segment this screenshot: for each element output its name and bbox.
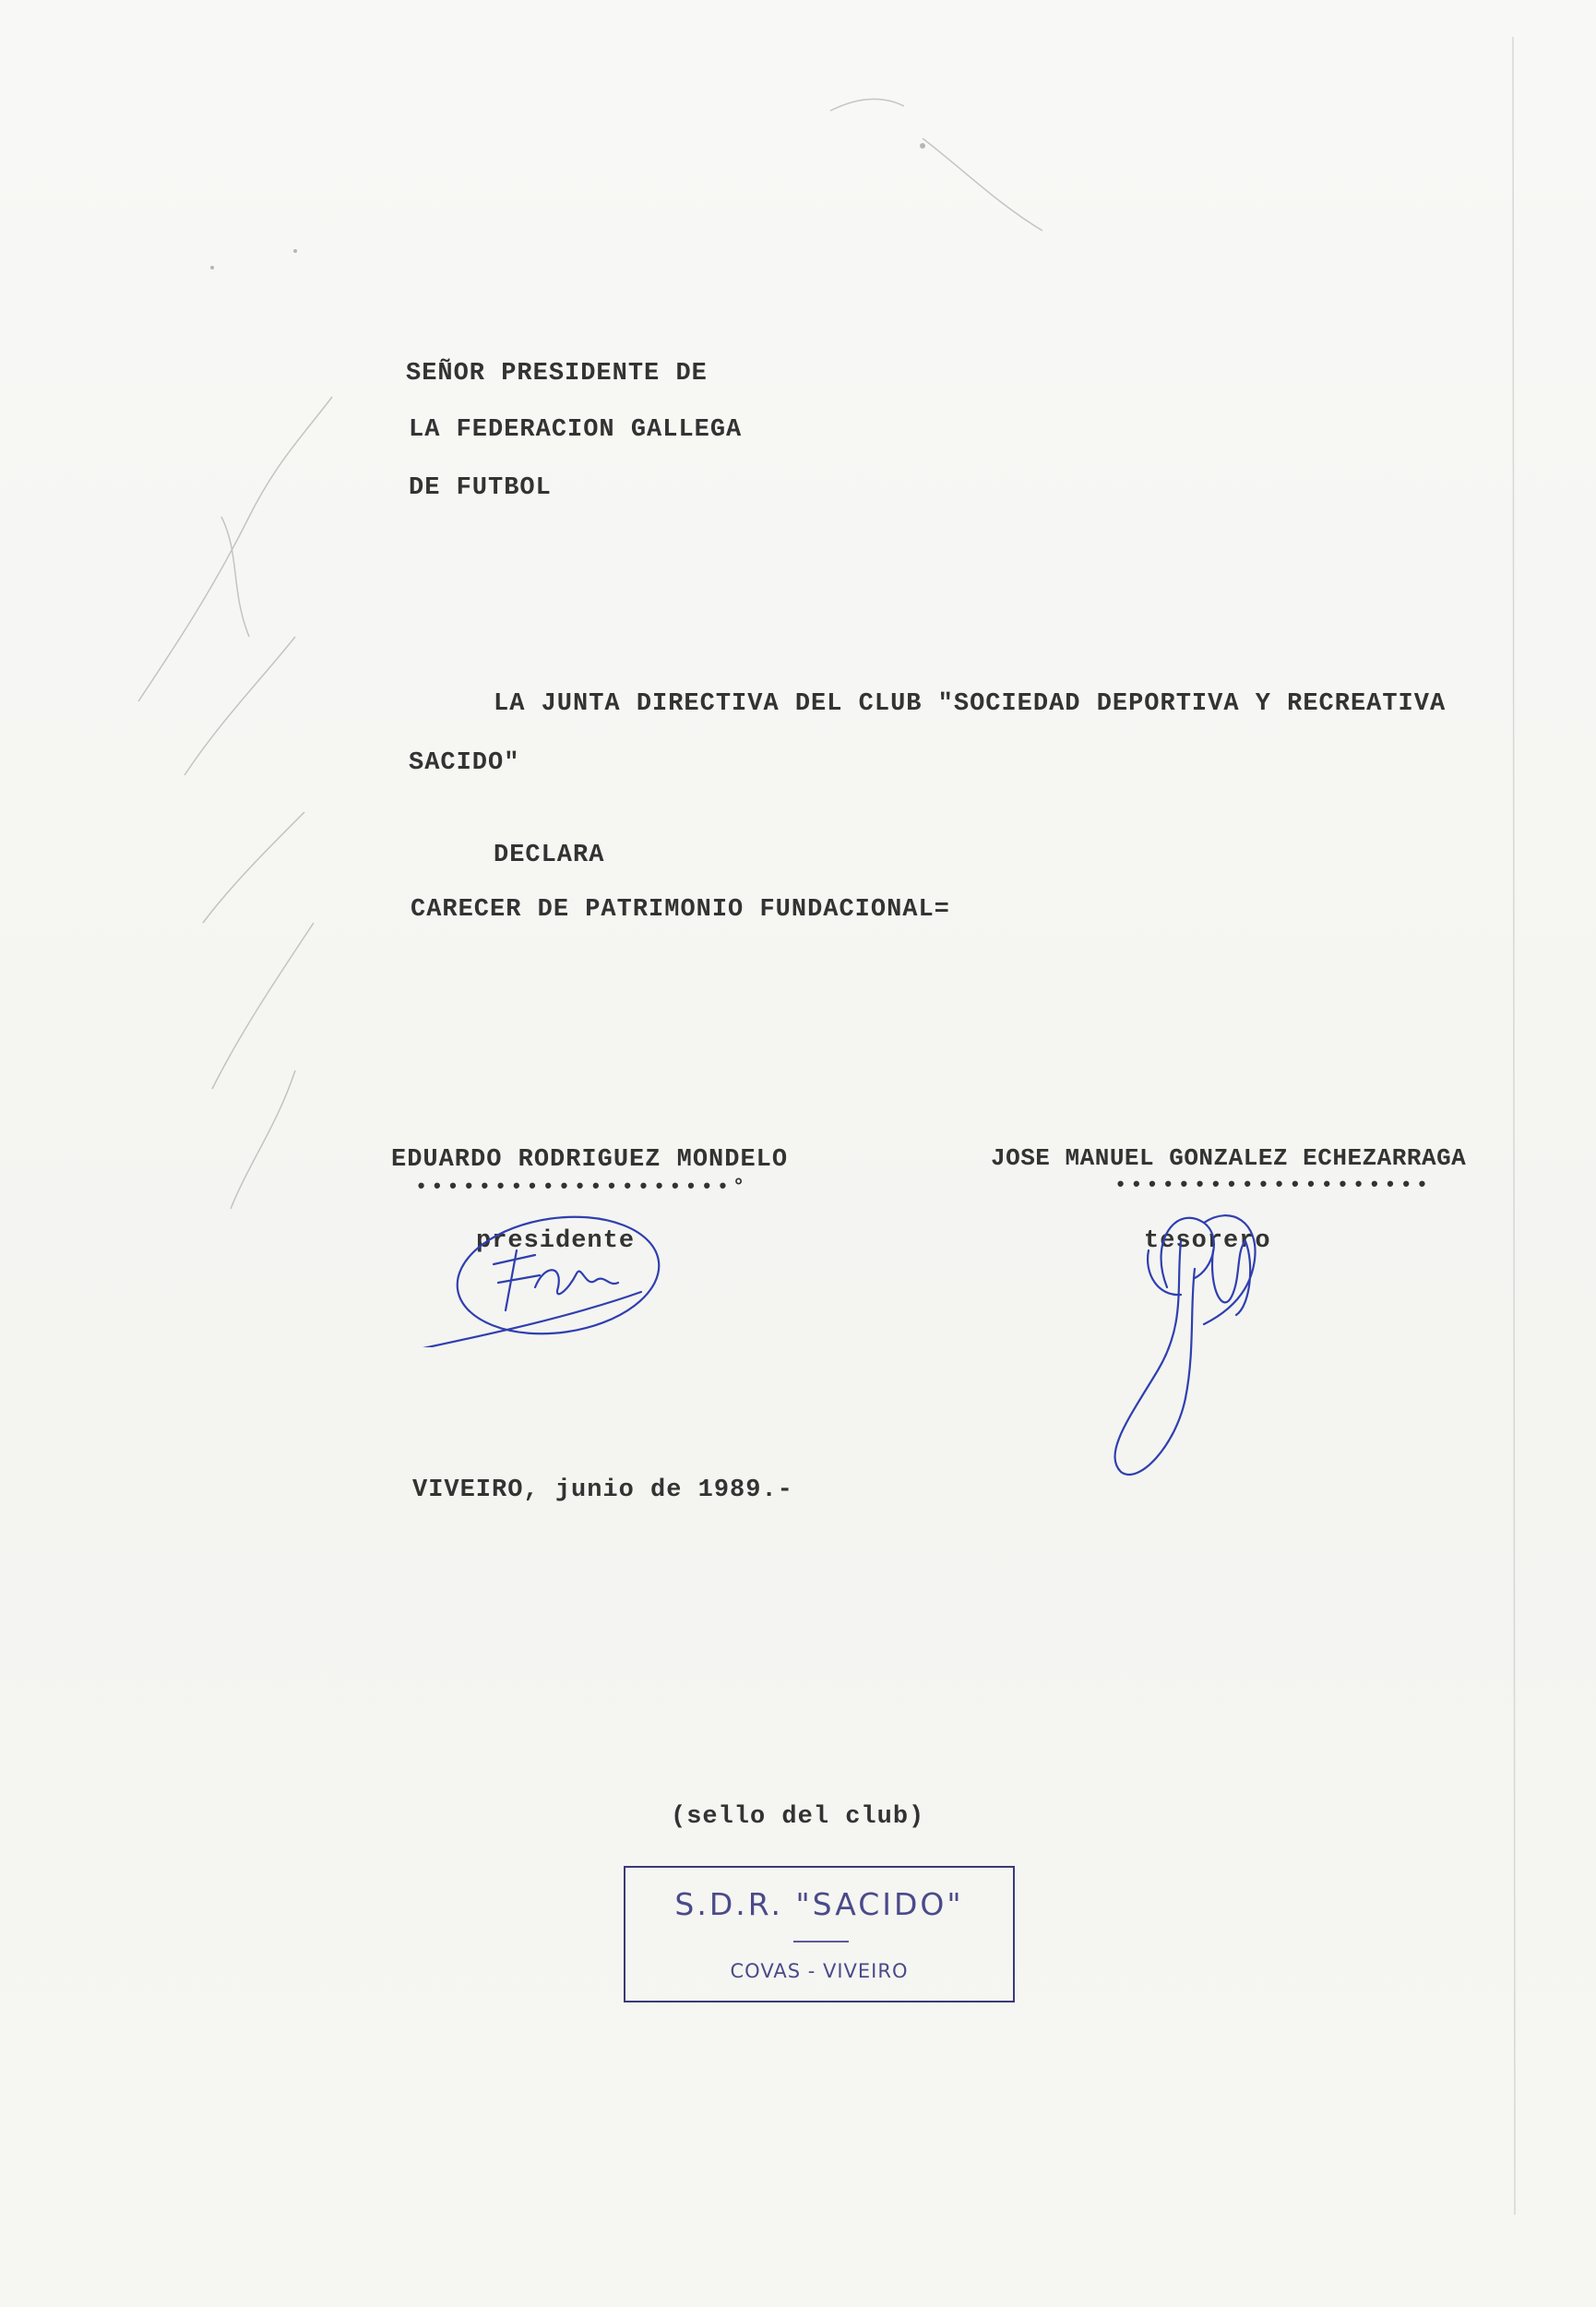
president-signature (397, 1200, 692, 1347)
stamp-divider (793, 1941, 849, 1942)
president-name: EDUARDO RODRIGUEZ MONDELO (391, 1146, 789, 1174)
president-name-underline: ••••••••••••••••••••° (415, 1176, 749, 1199)
stamp-location: COVAS - VIVEIRO (730, 1960, 909, 1982)
treasurer-signature (1093, 1186, 1296, 1481)
seal-caption: (sello del club) (671, 1803, 925, 1831)
place-date: VIVEIRO, junio de 1989.- (412, 1476, 793, 1504)
club-stamp (624, 1866, 1015, 2002)
body-line-1: LA JUNTA DIRECTIVA DEL CLUB "SOCIEDAD DEPORTIVA Y RECREATIVA (494, 690, 1447, 718)
addressee-line-3: DE FUTBOL (409, 474, 552, 502)
declaration-statement: CARECER DE PATRIMONIO FUNDACIONAL= (411, 896, 950, 924)
addressee-line-2: LA FEDERACION GALLEGA (409, 416, 743, 444)
treasurer-name: JOSE MANUEL GONZALEZ ECHEZARRAGA (991, 1144, 1467, 1172)
stamp-club-name: S.D.R. "SACIDO" (674, 1886, 964, 1922)
declara-heading: DECLARA (494, 842, 605, 869)
president-role: presidente (476, 1227, 636, 1255)
addressee-line-1: SEÑOR PRESIDENTE DE (406, 360, 708, 388)
treasurer-role: tesorero (1144, 1227, 1271, 1255)
treasurer-name-underline: •••••••••••••••••••• (1114, 1174, 1433, 1197)
body-line-2: SACIDO" (409, 749, 520, 777)
